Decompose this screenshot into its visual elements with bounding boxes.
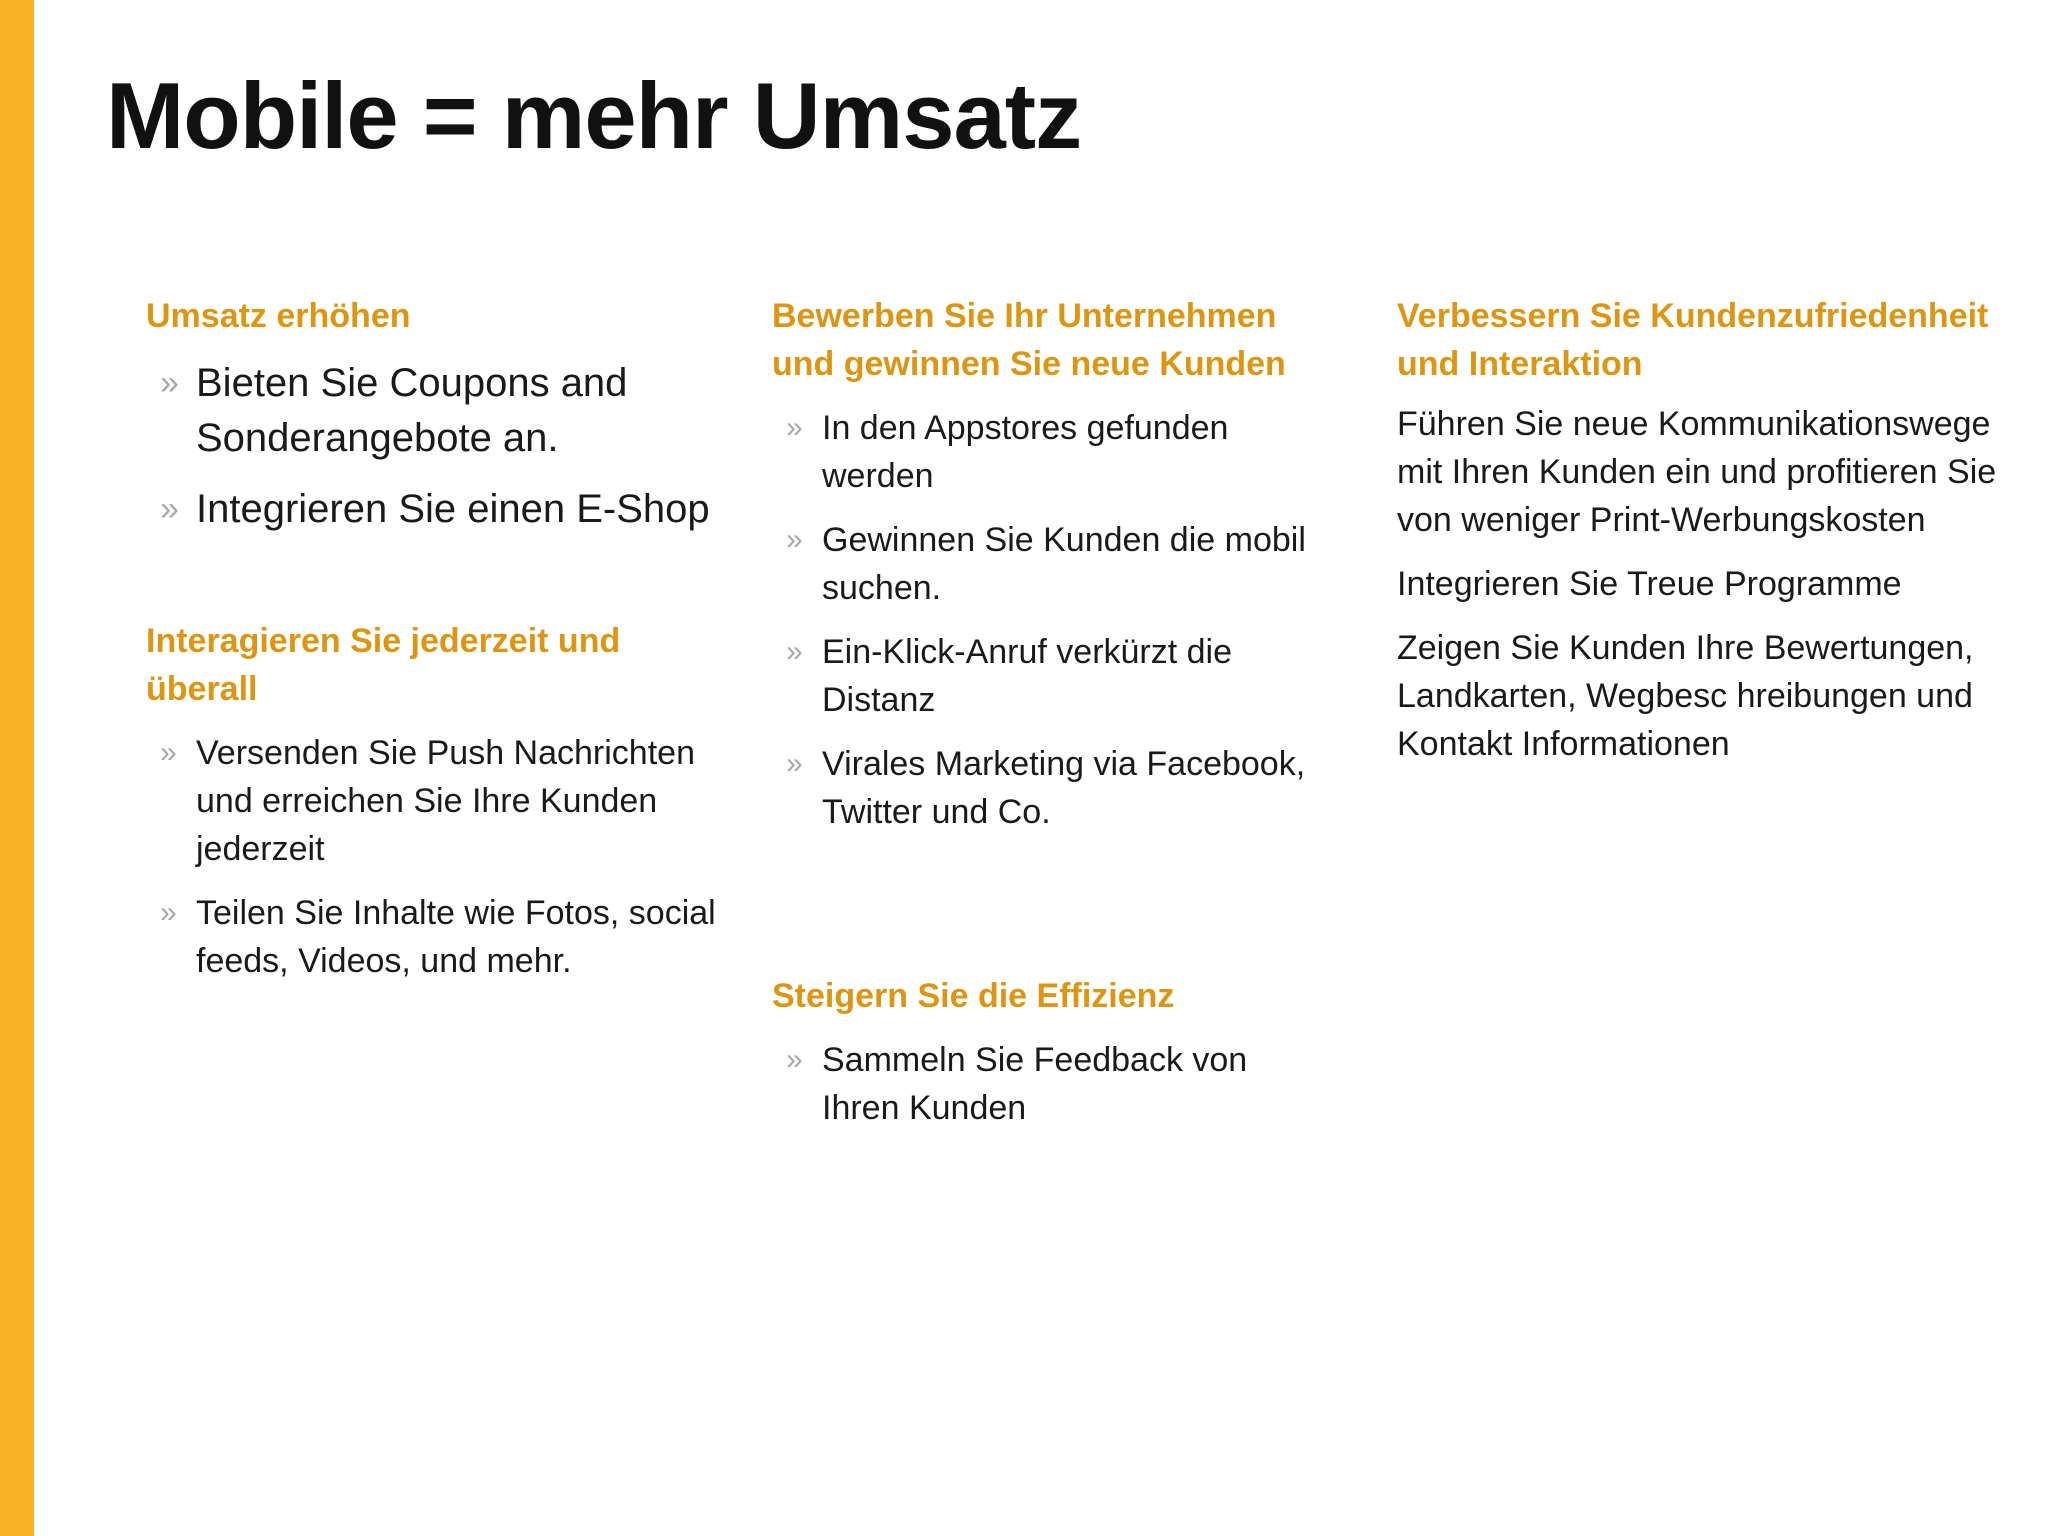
section-heading: Bewerben Sie Ihr Unternehmen und gewinnen Sie neue Kunden (772, 297, 1286, 383)
section-heading: Interagieren Sie jederzeit und überall (146, 622, 621, 708)
list-item (772, 404, 1332, 500)
accent-bar (0, 0, 34, 1536)
list-item (146, 729, 736, 873)
list-item (772, 1036, 1332, 1132)
bullet-chevron-icon: » (786, 747, 803, 780)
slide-title: Mobile = mehr Umsatz (106, 63, 1082, 168)
column-2 (772, 292, 1332, 1132)
section-interagieren (146, 617, 736, 985)
bullet-chevron-icon: » (786, 1043, 803, 1076)
section-bewerben (772, 292, 1332, 836)
section-umsatz (146, 292, 736, 537)
list-item (146, 482, 736, 537)
section-effizienz (772, 972, 1332, 1132)
list-item (772, 628, 1332, 724)
list-item-text: Gewinnen Sie Kunden die mobil suchen. (822, 521, 1306, 607)
section-heading: Steigern Sie die Effizienz (772, 977, 1175, 1015)
list-item-text: Versenden Sie Push Nachrichten und erreichen Sie Ihre Kunden jederzeit (196, 734, 695, 868)
bullet-list (146, 729, 736, 985)
list-item (146, 889, 736, 985)
bullet-chevron-icon: » (786, 411, 803, 444)
list-item-text: Virales Marketing via Facebook, Twitter und Co. (822, 745, 1306, 831)
column-1 (146, 292, 736, 985)
bullet-list (772, 1036, 1332, 1132)
bullet-chevron-icon: » (786, 523, 803, 556)
bullet-chevron-icon: » (160, 364, 179, 402)
list-item-text: In den Appstores gefunden werden (822, 409, 1229, 495)
list-item-text: Bieten Sie Coupons and Sonderangebote an. (196, 361, 628, 460)
section-heading: Umsatz erhöhen (146, 297, 411, 335)
section-heading: Verbessern Sie Kundenzufriedenheit und Interaktion (1397, 297, 1989, 383)
paragraph: Führen Sie neue Kommunikationswege mit Ihren Kunden ein und profitieren Sie von weniger Print-Werbungskosten (1397, 405, 1997, 539)
bullet-chevron-icon: » (786, 635, 803, 668)
bullet-chevron-icon: » (160, 896, 177, 929)
paragraph: Zeigen Sie Kunden Ihre Bewertungen, Landkarten, Wegbesc hreibungen und Kontakt Informationen (1397, 629, 1974, 763)
list-item-text: Sammeln Sie Feedback von Ihren Kunden (822, 1041, 1248, 1127)
bullet-chevron-icon: » (160, 736, 177, 769)
list-item (146, 356, 736, 466)
section-kundenzufriedenheit (1397, 292, 2017, 768)
bullet-list (772, 404, 1332, 836)
paragraph: Integrieren Sie Treue Programme (1397, 565, 1902, 603)
list-item (772, 740, 1332, 836)
list-item-text: Ein-Klick-Anruf verkürzt die Distanz (822, 633, 1233, 719)
list-item (772, 516, 1332, 612)
bullet-chevron-icon: » (160, 490, 179, 528)
bullet-list (146, 356, 736, 537)
list-item-text: Integrieren Sie einen E-Shop (196, 487, 710, 531)
column-3 (1397, 292, 2017, 768)
list-item-text: Teilen Sie Inhalte wie Fotos, social feeds, Videos, und mehr. (196, 894, 716, 980)
